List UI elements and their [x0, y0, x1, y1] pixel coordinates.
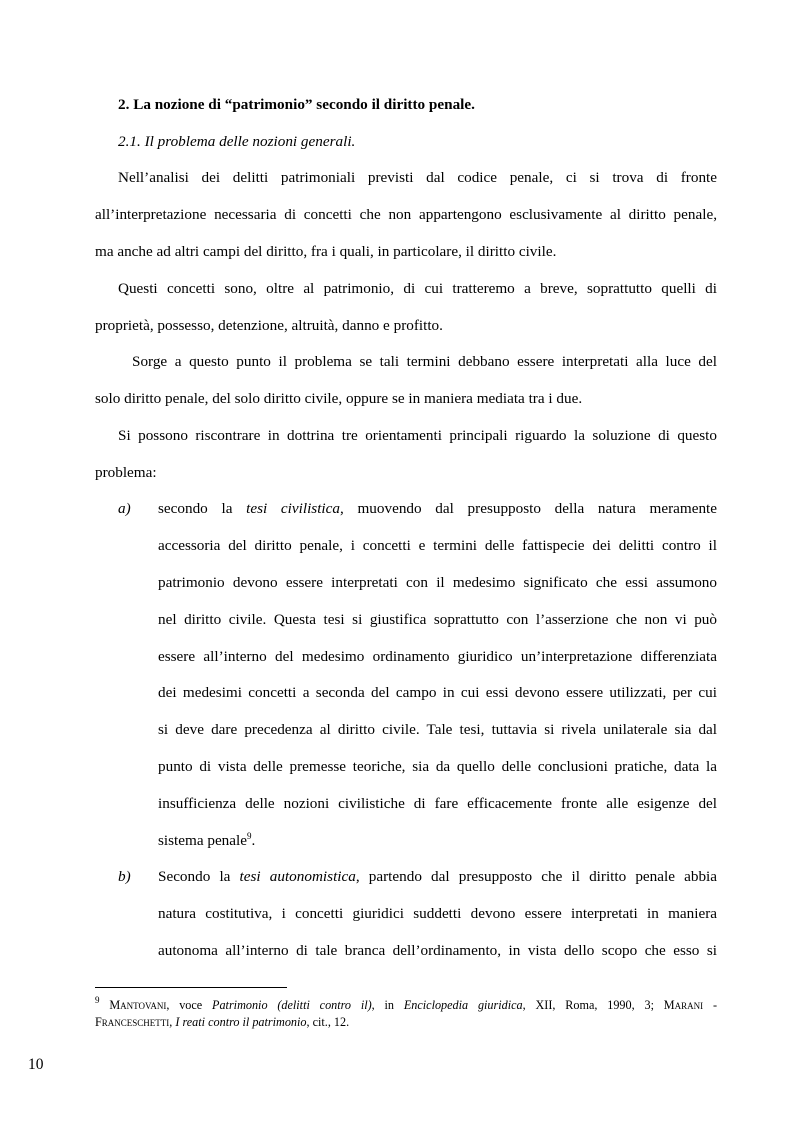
paragraph-2-line-2: proprietà, possesso, detenzione, altruità, danno e profitto. — [95, 317, 443, 334]
list-item-a-line-8: punto di vista delle premesse teoriche, sia da quello delle conclusioni pratiche, data la — [158, 758, 717, 775]
section-heading: 2. La nozione di “patrimonio” secondo il diritto penale. — [118, 96, 475, 113]
paragraph-4-line-1: Si possono riscontrare in dottrina tre orientamenti principali riguardo la soluzione di questo — [118, 427, 717, 444]
paragraph-2-line-1: Questi concetti sono, oltre al patrimonio, di cui tratteremo a breve, soprattutto quelli di — [118, 280, 717, 297]
paragraph-1-line-2: all’interpretazione necessaria di concetti che non appartengono esclusivamente al diritto penale, — [95, 206, 717, 223]
paragraph-1-line-1: Nell’analisi dei delitti patrimoniali previsti dal codice penale, ci si trova di fronte — [118, 169, 717, 186]
list-marker-a: a) — [118, 500, 131, 517]
footnote-9-line-1: $^9$ Mantovani, voce Patrimonio (delitti contro il), in Enciclopedia giuridica, XII, Roma, 1990, 3; Marani - — [95, 995, 717, 1012]
footnote-separator — [95, 987, 287, 988]
list-item-a-line-2: accessoria del diritto penale, i concetti e termini delle fattispecie dei delitti contro il — [158, 537, 717, 554]
paragraph-3-line-1: Sorge a questo punto il problema se tali termini debbano essere interpretati alla luce del — [132, 353, 717, 370]
list-item-a-line-10: sistema penale$^9$. — [158, 831, 256, 849]
footnote-ref-9[interactable]: 9 — [246, 831, 252, 841]
paragraph-3-line-2: solo diritto penale, del solo diritto civile, oppure se in maniera mediata tra i due. — [95, 390, 583, 407]
subsection-heading: 2.1. Il problema delle nozioni generali. — [118, 133, 356, 150]
footnote-9-line-2: Franceschetti, I reati contro il patrimonio, cit., 12. — [95, 1015, 350, 1029]
list-item-a-line-7: si deve dare precedenza al diritto civile. Tale tesi, tuttavia si rivela unilaterale sia dal — [158, 721, 717, 738]
term-tesi-civilistica: tesi civilistica — [246, 500, 340, 517]
list-marker-b: b) — [118, 868, 131, 885]
list-item-b-line-2: natura costitutiva, i concetti giuridici suddetti devono essere interpretati in maniera — [158, 905, 717, 922]
list-item-a-line-3: patrimonio devono essere interpretati con il medesimo significato che essi assumono — [158, 574, 717, 591]
page-number: 10 — [28, 1056, 44, 1073]
footnote-author-mantovani: Mantovani — [109, 998, 167, 1012]
list-item-a-line-1: secondo la tesi civilistica, muovendo dal presupposto della natura meramente — [158, 500, 717, 517]
list-item-b-line-3: autonoma all’interno di tale branca dell’ordinamento, in vista dello scopo che esso si — [158, 942, 717, 959]
list-item-a-line-5: essere all’interno del medesimo ordinamento giuridico un’interpretazione differenziata — [158, 648, 717, 665]
paragraph-4-line-2: problema: — [95, 464, 157, 481]
list-item-a-line-9: insufficienza delle nozioni civilistiche di fare efficacemente fronte alle esigenze del — [158, 795, 717, 812]
list-item-a-line-4: nel diritto civile. Questa tesi si giustifica soprattutto con l’asserzione che non vi può — [158, 611, 717, 628]
term-tesi-autonomistica: tesi autonomistica — [239, 868, 356, 885]
list-item-b-line-1: Secondo la tesi autonomistica, partendo dal presupposto che il diritto penale abbia — [158, 868, 718, 885]
paragraph-1-line-3: ma anche ad altri campi del diritto, fra i quali, in particolare, il diritto civile. — [95, 243, 557, 260]
list-item-a-line-6: dei medesimi concetti a seconda del campo in cui essi devono essere utilizzati, per cui — [158, 684, 717, 701]
